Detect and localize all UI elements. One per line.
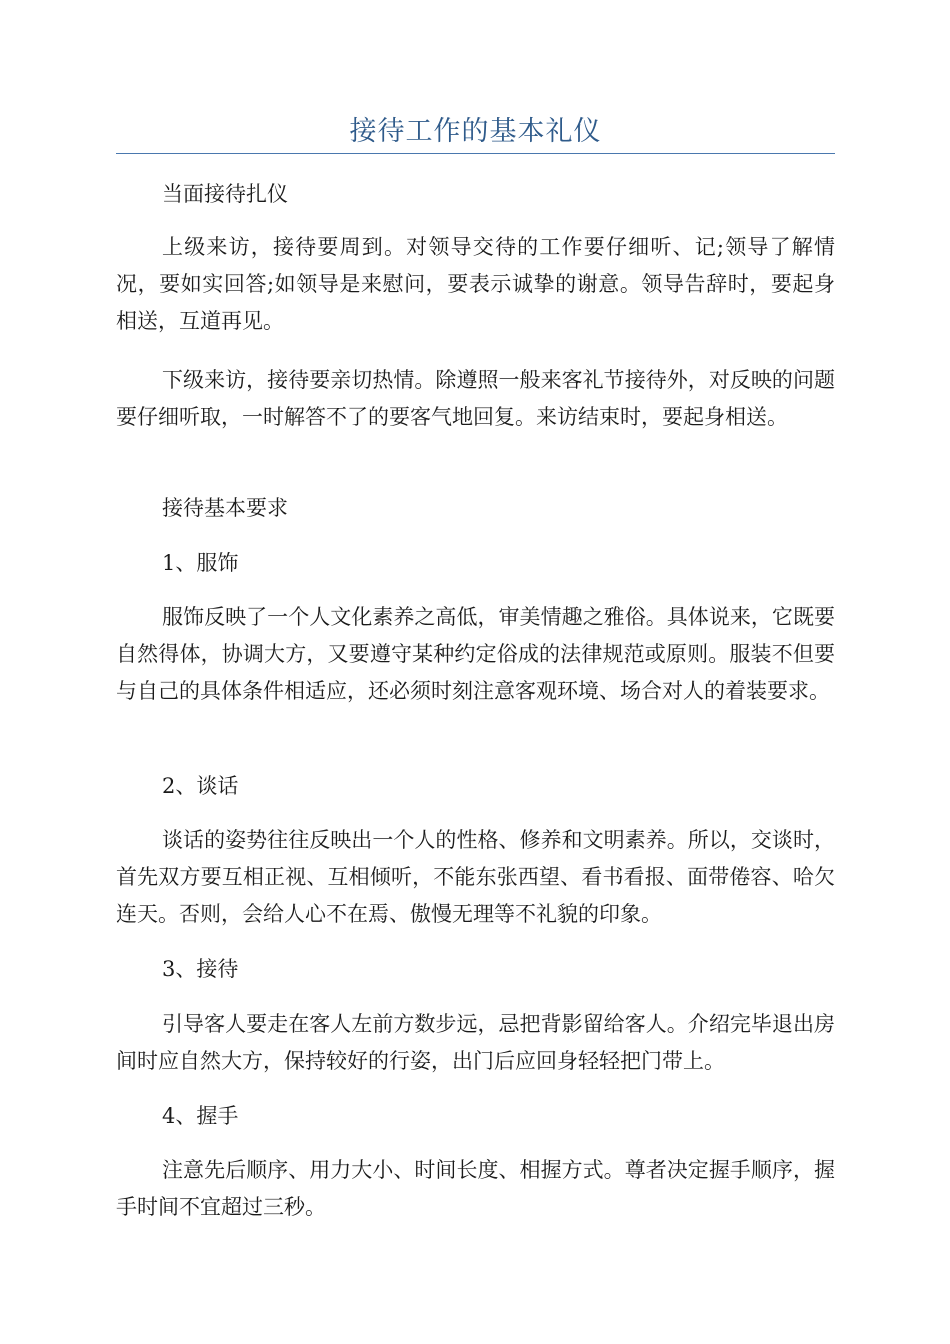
paragraph-reception: 引导客人要走在客人左前方数步远，忌把背影留给客人。介绍完毕退出房间时应自然大方，保持较好的行姿，出门后应回身轻轻把门带上。 xyxy=(116,1012,835,1073)
subheading-reception: 3、接待 xyxy=(162,957,239,981)
subheading-handshake: 4、握手 xyxy=(162,1104,239,1128)
paragraph-subordinate-visit: 下级来访，接待要亲切热情。除遵照一般来客礼节接待外，对反映的问题要仔细听取，一时解答不了的要客气地回复。来访结束时，要起身相送。 xyxy=(116,368,835,429)
paragraph-handshake: 注意先后顺序、用力大小、时间长度、相握方式。尊者决定握手顺序，握手时间不宜超过三秒。 xyxy=(116,1158,835,1219)
subheading-attire: 1、服饰 xyxy=(162,551,239,575)
document-title: 接待工作的基本礼仪 xyxy=(349,116,602,147)
section-heading-reception: 当面接待扎仪 xyxy=(162,182,288,206)
title-underline xyxy=(116,153,835,154)
paragraph-superior-visit: 上级来访，接待要周到。对领导交待的工作要仔细听、记;领导了解情况，要如实回答;如领导是来慰问，要表示诚挚的谢意。领导告辞时，要起身相送，互道再见。 xyxy=(116,235,835,333)
paragraph-conversation: 谈话的姿势往往反映出一个人的性格、修养和文明素养。所以，交谈时，首先双方要互相正视、互相倾听，不能东张西望、看书看报、面带倦容、哈欠连天。否则，会给人心不在焉、傲慢无理等不礼貌的印象。 xyxy=(116,828,835,926)
subheading-conversation: 2、谈话 xyxy=(162,774,239,798)
section-heading-requirements: 接待基本要求 xyxy=(162,496,288,520)
paragraph-attire: 服饰反映了一个人文化素养之高低，审美情趣之雅俗。具体说来，它既要自然得体，协调大方，又要遵守某种约定俗成的法律规范或原则。服装不但要与自己的具体条件相适应，还必须时刻注意客观环境、场合对人的着装要求。 xyxy=(116,605,835,703)
